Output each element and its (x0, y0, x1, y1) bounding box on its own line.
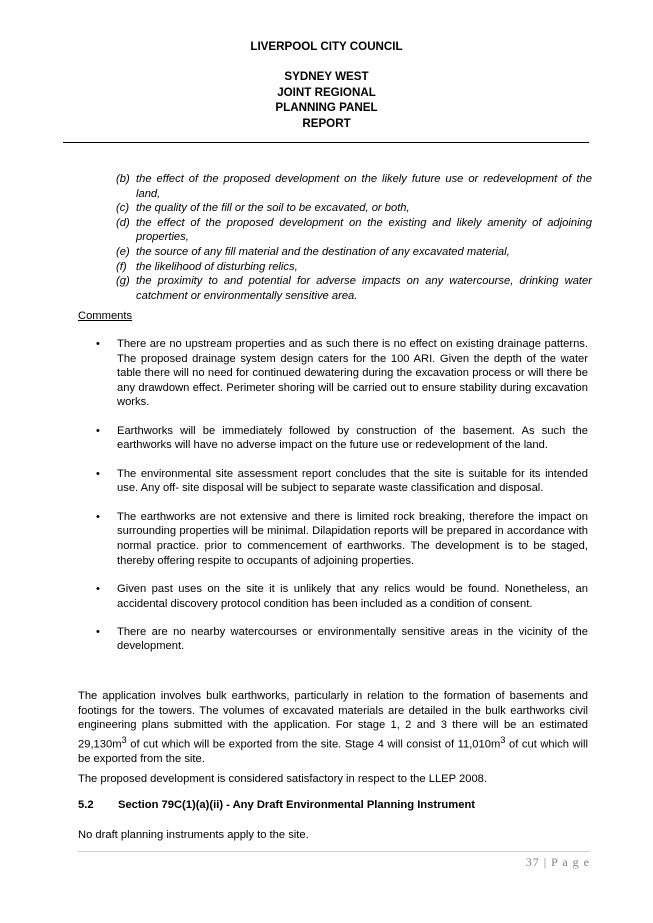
criteria-text: the effect of the proposed development on the existing and likely amenity of adjoining properties, (136, 216, 592, 244)
comment-bullet (96, 582, 588, 611)
bullet-icon: • (96, 582, 100, 595)
criteria-text: the source of any fill material and the destination of any excavated material, (136, 245, 510, 258)
criteria-item (116, 260, 592, 275)
report-title-line: REPORT (302, 116, 351, 130)
footer-divider (78, 851, 590, 852)
report-title-block (0, 69, 653, 131)
draft-instruments-paragraph: No draft planning instruments apply to the site. (78, 829, 309, 841)
criteria-label: (d) (116, 216, 130, 229)
paragraph-text: of cut which will be exported from the site. (78, 738, 588, 766)
criteria-text: the likelihood of disturbing relics, (136, 260, 298, 273)
bullet-icon: • (96, 467, 100, 480)
bullet-text: The earthworks are not extensive and there is limited rock breaking, therefore the impact on surrounding properties will be minimal. Dilapidation reports will be prepared in accordance with normal practice. prior to commencement of earthworks. The development is to be staged, thereby offering respite to occupants of adjoining properties. (117, 510, 588, 567)
comment-bullet (96, 337, 588, 410)
page-number: 37 | P a g e (525, 855, 590, 869)
comments-heading: Comments (78, 310, 133, 322)
criteria-text: the proximity to and potential for adverse impacts on any watercourse, drinking water catchment or environmentally sensitive area. (136, 275, 592, 302)
council-name: LIVERPOOL CITY COUNCIL (250, 40, 403, 53)
criteria-item (116, 274, 592, 303)
header-divider (63, 142, 589, 143)
bullet-icon: • (96, 625, 100, 638)
criteria-label: (c) (116, 202, 130, 215)
report-title-line: JOINT REGIONAL (277, 85, 376, 99)
report-title-line: SYDNEY WEST (284, 70, 369, 83)
earthworks-paragraph (78, 689, 588, 767)
criteria-text: the quality of the fill or the soil to be excavated, or both, (136, 202, 410, 215)
criteria-label: (g) (116, 275, 130, 288)
bullet-text: The environmental site assessment report concludes that the site is suitable for its intended use. Any off- site disposal will be subject to separate waste classification and disposal. (117, 467, 588, 495)
criteria-label: (b) (116, 173, 130, 185)
comment-bullet (96, 467, 588, 496)
section-number: 5.2 (78, 799, 94, 811)
paragraph-text: of cut which will be exported from the site. Stage 4 will consist of 11,010m (126, 738, 501, 751)
comments-bullet-list (96, 337, 588, 668)
bullet-text: Given past uses on the site it is unlikely that any relics would be found. Nonetheless, an accidental discovery protocol condition has been included as a condition of consent. (117, 582, 588, 610)
superscript: 3 (121, 734, 127, 745)
superscript: 3 (500, 734, 506, 745)
bullet-text: There are no upstream properties and as such there is no effect on existing drainage patterns. The proposed drainage system design caters for the 100 ARI. Given the depth of the water table there will no need for continued dewatering during the excavation process or will there be any drawdown effect. Perimeter shoring will be carried out to ensure stability during excavation works. (117, 338, 588, 409)
criteria-item (116, 172, 592, 201)
criteria-label: (f) (116, 260, 127, 273)
bullet-icon: • (96, 338, 100, 350)
bullet-text: There are no nearby watercourses or environmentally sensitive areas in the vicinity of the development. (117, 625, 588, 653)
report-title-line: PLANNING PANEL (275, 101, 378, 114)
criteria-item (116, 245, 592, 260)
comment-bullet (96, 510, 588, 568)
criteria-label: (e) (116, 245, 130, 258)
bullet-icon: • (96, 424, 100, 437)
criteria-text: the effect of the proposed development on the likely future use or redevelopment of the land, (136, 173, 592, 200)
section-heading (78, 799, 588, 811)
comment-bullet (96, 625, 588, 654)
criteria-list (116, 172, 592, 303)
criteria-item (116, 201, 592, 216)
comment-bullet (96, 424, 588, 453)
paragraph-text: The application involves bulk earthworks, particularly in relation to the formation of basements and footings for the towers. The volumes of excavated materials are detailed in the bulk earthworks civil engineering plans submitted with the application. For stage 1, 2 and 3 there will be an estimated 29,130m (78, 690, 588, 751)
conclusion-paragraph: The proposed development is considered satisfactory in respect to the LLEP 2008. (78, 773, 488, 785)
section-title: Section 79C(1)(a)(ii) - Any Draft Environmental Planning Instrument (118, 799, 475, 811)
criteria-item (116, 216, 592, 245)
bullet-icon: • (96, 510, 100, 523)
bullet-text: Earthworks will be immediately followed by construction of the basement. As such the earthworks will have no adverse impact on the future use or redevelopment of the land. (117, 424, 588, 452)
